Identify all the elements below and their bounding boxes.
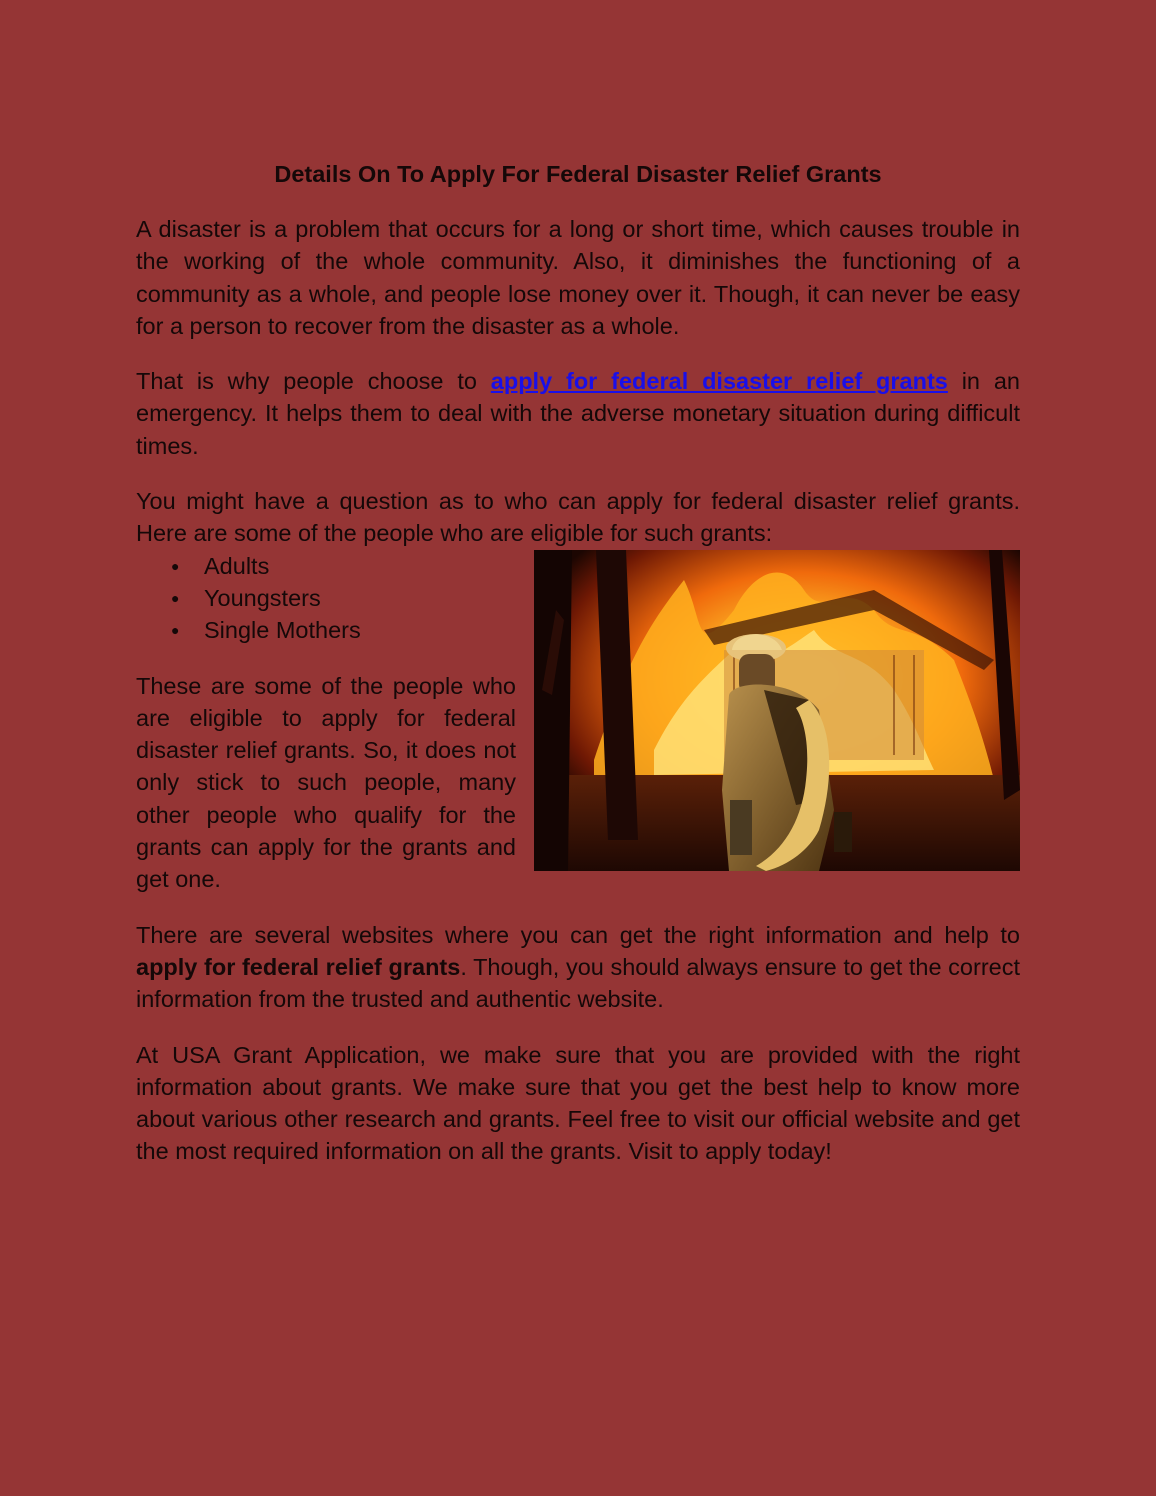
paragraph-websites-text-start: There are several websites where you can get the right information and help to	[136, 921, 1020, 948]
paragraph-websites	[136, 919, 1020, 1016]
paragraph-eligibility: You might have a question as to who can apply for federal disaster relief grants. Here are some of the people who are eligible for such grants:	[136, 488, 1020, 547]
bullet-icon: ●	[171, 557, 180, 574]
apply-relief-grants-bold: apply for federal relief grants	[136, 953, 461, 980]
document-body	[136, 158, 1020, 1191]
paragraph-other-people: These are some of the people who are eligible to apply for federal disaster relief grants. So, it does not only stick to such people, many other people who qualify for the grants can apply for the grants and get one.	[136, 672, 516, 893]
paragraph-why-apply-text-start: That is why people choose to	[136, 368, 491, 395]
paragraph-websites-text-end: . Though, you should always ensure to get the correct information from the trusted and authentic website.	[136, 953, 1020, 1013]
paragraph-usa-grant: At USA Grant Application, we make sure that you are provided with the right information about grants. We make sure that you get the best help to know more about various other research and grants. Feel free to visit our official website and get the most required information on all the grants. Visit to apply today!	[136, 1041, 1020, 1165]
apply-grants-link[interactable]: apply for federal disaster relief grants	[490, 368, 948, 395]
list-item	[136, 550, 1020, 582]
bullet-icon: ●	[171, 622, 180, 639]
list-item-label: Single Mothers	[204, 617, 361, 644]
eligible-list	[136, 550, 1020, 647]
paragraph-why-apply	[136, 365, 1020, 462]
list-item	[136, 582, 1020, 614]
list-item	[136, 614, 1020, 646]
bullet-icon: ●	[171, 589, 180, 606]
list-item-label: Adults	[204, 552, 270, 579]
document-title: Details On To Apply For Federal Disaster Relief Grants	[274, 161, 882, 187]
paragraph-intro: A disaster is a problem that occurs for a long or short time, which causes trouble in the working of the whole community. Also, it diminishes the functioning of a community as a whole, and people lose money over it. Though, it can never be easy for a person to recover from the disaster as a whole.	[136, 216, 1020, 339]
list-item-label: Youngsters	[204, 584, 321, 611]
paragraph-why-apply-text-end: in an emergency. It helps them to deal with the adverse monetary situation during difficult times.	[136, 368, 1020, 459]
